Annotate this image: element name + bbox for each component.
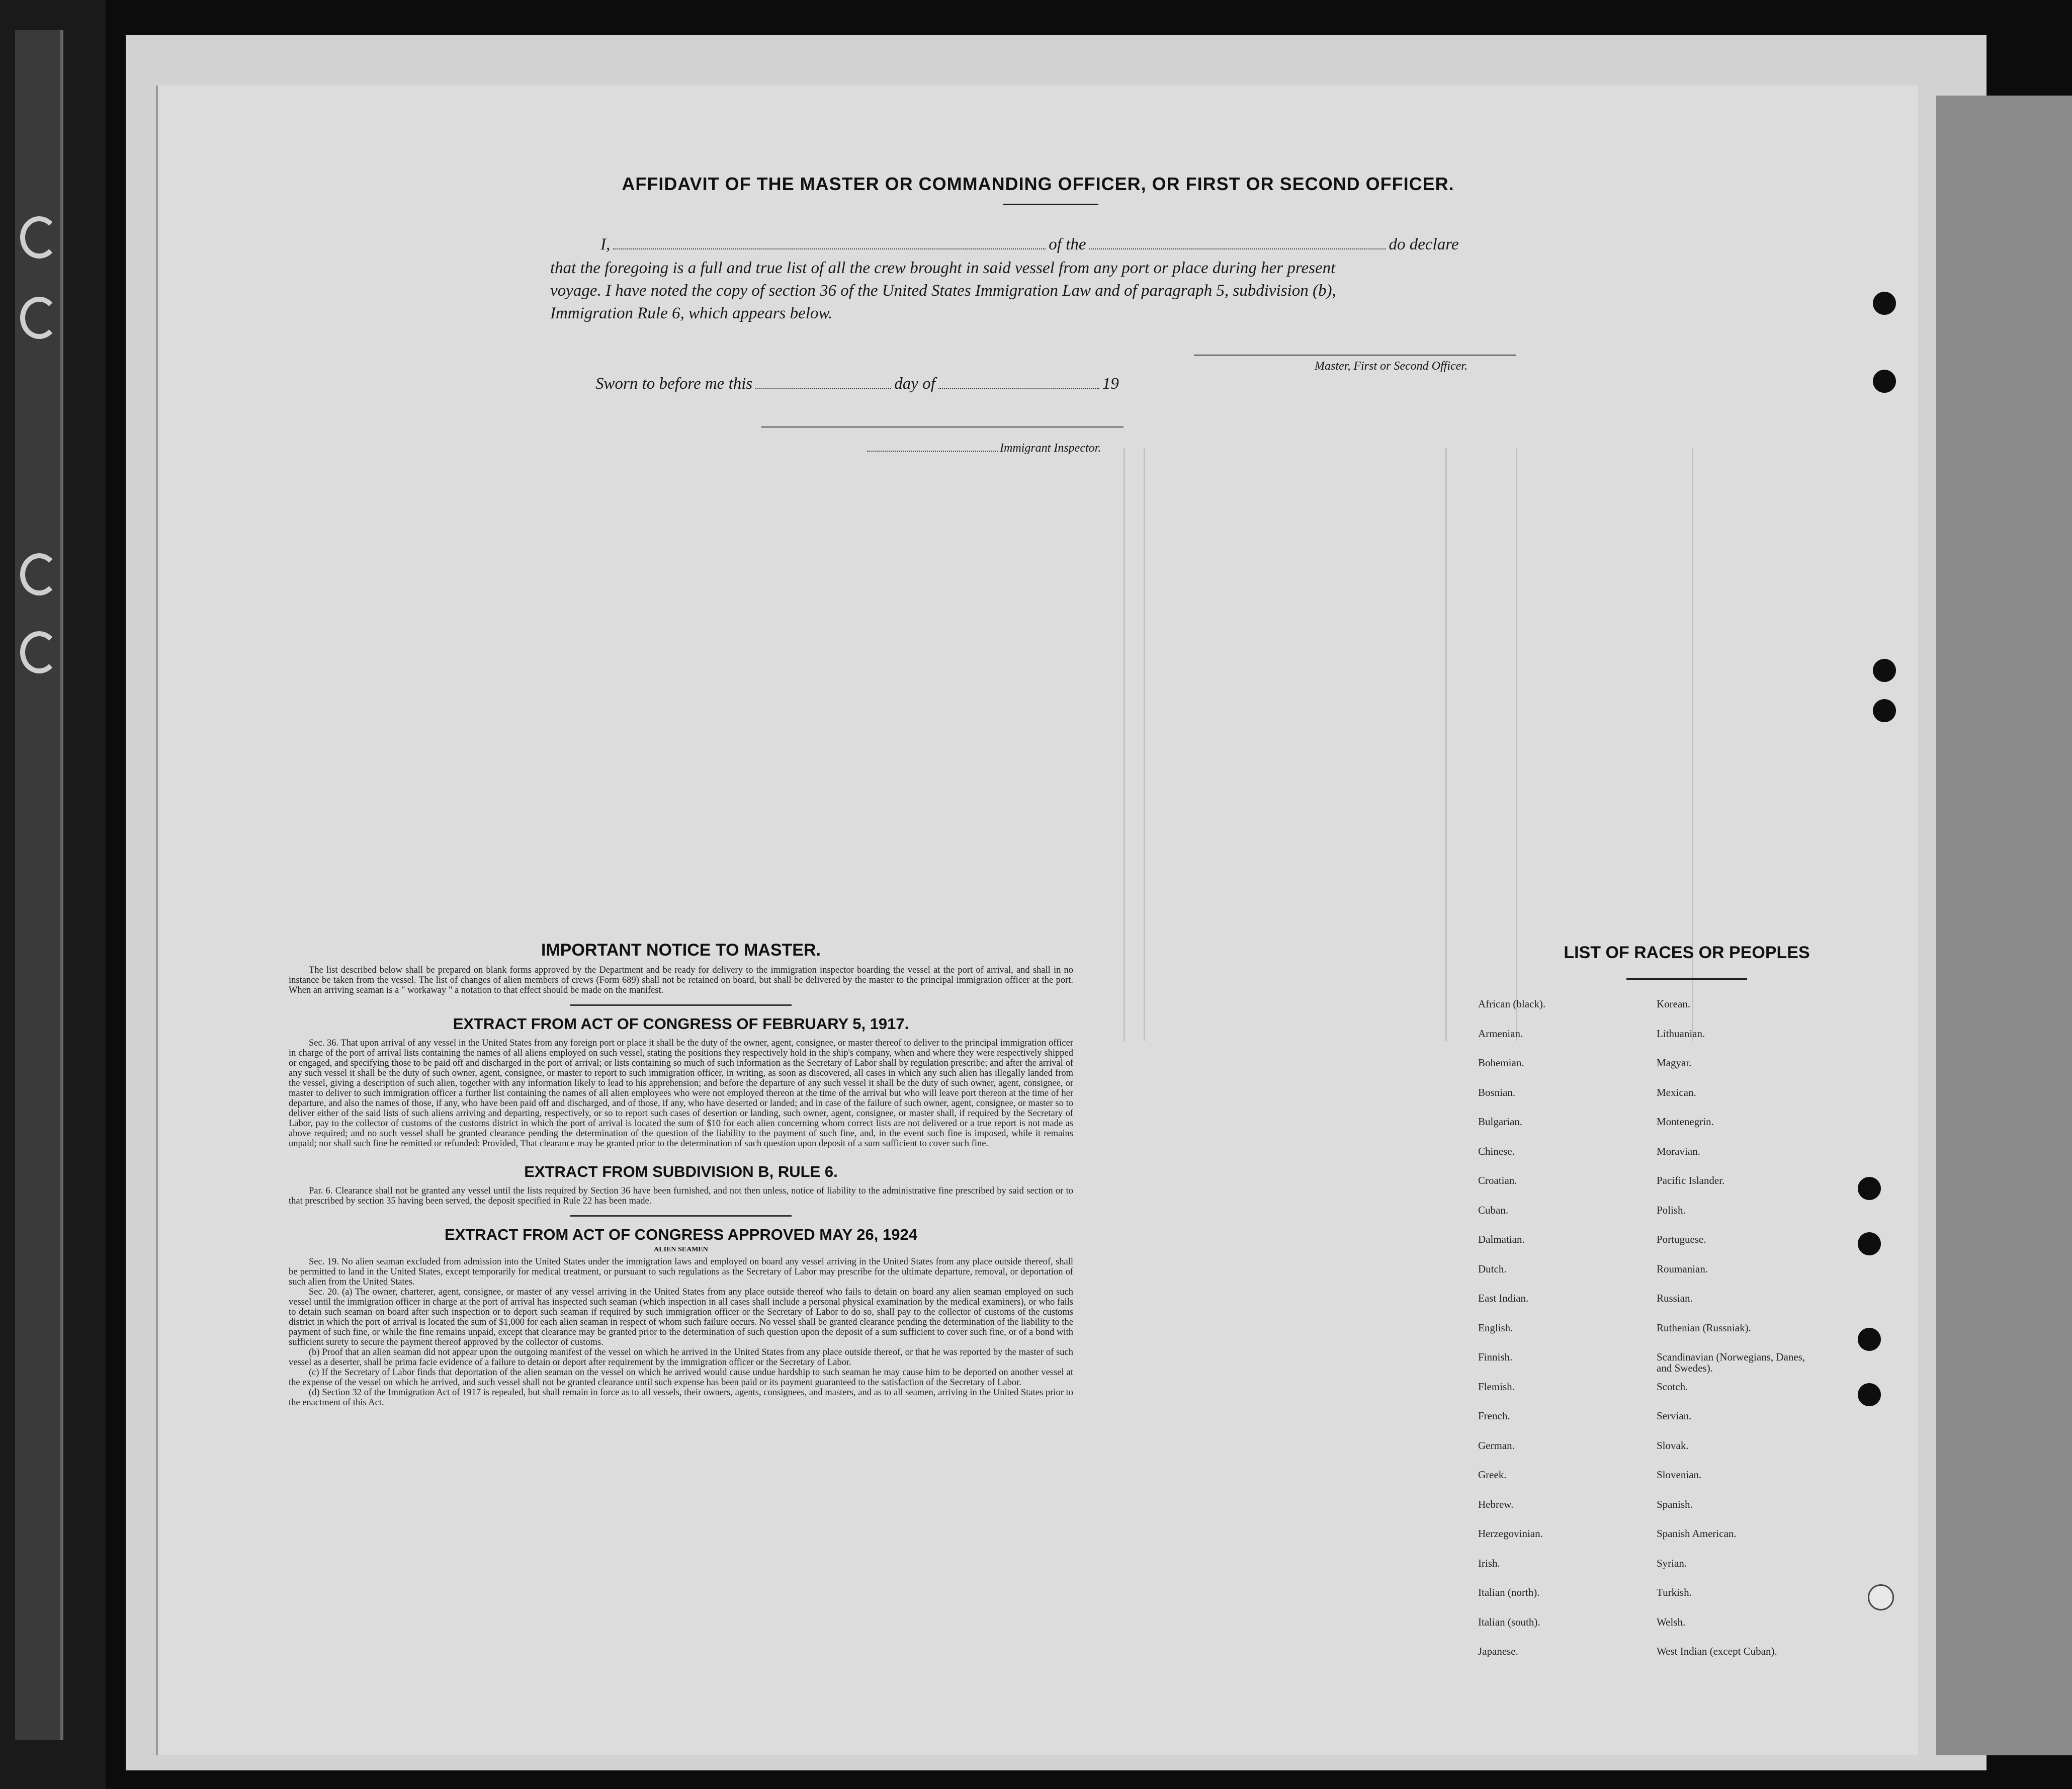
race-item: Slovenian. bbox=[1657, 1469, 1702, 1481]
notice-divider bbox=[570, 1004, 792, 1006]
race-item: Servian. bbox=[1657, 1410, 1692, 1422]
notice-title: IMPORTANT NOTICE TO MASTER. bbox=[541, 941, 821, 960]
race-item: Korean. bbox=[1657, 998, 1691, 1010]
declaration-do-declare: do declare bbox=[1389, 235, 1459, 253]
document-page bbox=[156, 86, 1918, 1755]
race-item: Bohemian. bbox=[1478, 1057, 1524, 1069]
race-item: Portuguese. bbox=[1657, 1233, 1706, 1245]
master-signature-line[interactable] bbox=[1194, 355, 1516, 356]
affidavit-line-3: voyage. I have noted the copy of section 36 of the United States Immigration Law and of paragraph 5, subdivision (b), bbox=[550, 282, 1336, 300]
sworn-day-of: day of bbox=[894, 375, 935, 393]
sworn-month-blank[interactable] bbox=[938, 387, 1099, 389]
binder-edge bbox=[0, 0, 106, 1789]
sworn-prefix: Sworn to before me this bbox=[595, 375, 753, 393]
inspector-label bbox=[867, 442, 1101, 455]
master-signature-label: Master, First or Second Officer. bbox=[1315, 360, 1467, 373]
binder-ring-icon bbox=[20, 297, 58, 339]
sworn-year: 19 bbox=[1102, 375, 1119, 393]
race-item: Polish. bbox=[1657, 1204, 1686, 1216]
race-item: Japanese. bbox=[1478, 1645, 1518, 1657]
extract2-title: EXTRACT FROM SUBDIVISION B, RULE 6. bbox=[524, 1163, 838, 1180]
race-item: Pacific Islander. bbox=[1657, 1174, 1725, 1186]
sworn-line bbox=[595, 375, 1119, 393]
inspector-label-text: Immigrant Inspector. bbox=[1000, 442, 1101, 455]
race-item: Irish. bbox=[1478, 1557, 1500, 1569]
race-item: Cuban. bbox=[1478, 1204, 1509, 1216]
races-left-column bbox=[1478, 998, 1679, 1675]
race-item: Scandinavian (Norwegians, Danes, and Swedes). bbox=[1657, 1351, 1805, 1374]
race-item: Armenian. bbox=[1478, 1027, 1523, 1040]
extract3-sec20c: (c) If the Secretary of Labor finds that deportation of the alien seaman on the vessel on which he arrived would cause undue hardship to such seaman he may cause him to be deported on another vessel at the expense of the vessel on which he arrived, and such vessel shall not be granted clearance until such expense has been paid or its payment guaranteed to the satisfaction of the Secretary of Labor. bbox=[289, 1368, 1073, 1388]
extract2-text: Par. 6. Clearance shall not be granted any vessel until the lists required by Section 36 have been furnished, and not then unless, notice of liability to the administrative fine prescribed by said section or to that prescribed by section 35 having been served, the deposit specified in Rule 22 has been made. bbox=[289, 1186, 1073, 1206]
declaration-of-the: of the bbox=[1049, 235, 1086, 253]
vessel-blank[interactable] bbox=[1089, 248, 1386, 249]
extract1-title: EXTRACT FROM ACT OF CONGRESS OF FEBRUARY 5, 1917. bbox=[453, 1015, 909, 1033]
extract3-title: EXTRACT FROM ACT OF CONGRESS APPROVED MAY 26, 1924 bbox=[445, 1226, 917, 1243]
race-item: Montenegrin. bbox=[1657, 1116, 1714, 1128]
extract1-text: Sec. 36. That upon arrival of any vessel in the United States from any foreign port or place it shall be the duty of the owner, agent, consignee, or master thereof to deliver to the principal immigration officer in charge of the port of arrival lists containing the names of all aliens employed on such vessel, stating the positions they respectively hold in the ship's company, when and where they were respectively shipped or engaged, and specifying those to be paid off and discharged in the port of arrival; or lists containing so much of such information as the Secretary of Labor shall by regulation prescribe; and after the arrival of any such vessel it shall be the duty of such owner, agent, consignee, or master to report to such immigration officer, in writing, as soon as discovered, all cases in which any such alien has illegally landed from the vessel, giving a description of such alien, together with any information likely to lead to his apprehension; and before the departure of any such vessel it shall be the duty of such owner, agent, consignee, or master to deliver to such immigration officer a further list containing the names of all alien employees who were not employed thereon at the time of the arrival but who will leave port thereon at the time of her departure, and also the names of those, if any, who have been paid off and discharged, and of those, if any, who have deserted or landed; and in case of the failure of such owner, agent, consignee, or master so to deliver either of the said lists of such aliens arriving and departing, respectively, or so to report such cases of desertion or landing, such owner, agent, consignee, or master shall, if required by the Secretary of Labor, pay to the collector of customs of the customs district in which the port of arrival is located the sum of $10 for each alien concerning whom correct lists are not delivered or a true report is not made as above required; and no such vessel shall be granted clearance pending the determination of the question of the liability to the payment of such fine, and, in the event such fine is imposed, while it remains unpaid; nor shall such fine be remitted or refunded: Provided, That clearance may be granted prior to the determination of such question upon deposit of a sum sufficient to cover such fine. bbox=[289, 1038, 1073, 1149]
race-item: Lithuanian. bbox=[1657, 1027, 1705, 1040]
race-item: Hebrew. bbox=[1478, 1498, 1514, 1510]
punch-hole-icon bbox=[1858, 1232, 1881, 1255]
underlying-page-edge bbox=[1936, 96, 2072, 1755]
punch-hole-icon bbox=[1873, 370, 1896, 393]
punch-hole-icon bbox=[1858, 1328, 1881, 1351]
races-right-column bbox=[1657, 998, 1858, 1675]
race-item: Russian. bbox=[1657, 1292, 1693, 1304]
inspector-upper-line[interactable] bbox=[761, 427, 1124, 428]
race-item: Italian (north). bbox=[1478, 1586, 1540, 1598]
race-item: Roumanian. bbox=[1657, 1262, 1708, 1275]
race-item: Moravian. bbox=[1657, 1145, 1700, 1157]
punch-hole-icon bbox=[1873, 659, 1896, 682]
extract2-divider bbox=[570, 1215, 792, 1217]
name-blank[interactable] bbox=[613, 248, 1046, 249]
notice-section bbox=[289, 941, 1073, 1408]
races-title: LIST OF RACES OR PEOPLES bbox=[1564, 943, 1810, 962]
extract3-sec20b: (b) Proof that an alien seaman did not appear upon the outgoing manifest of the vessel on which he arrived in the United States from any place outside thereof, or that he was reported by the master of such vessel as a deserter, shall be prima facie evidence of a failure to detain or deport after requirement by the immigration officer or the Secretary of Labor. bbox=[289, 1347, 1073, 1368]
race-item: Flemish. bbox=[1478, 1380, 1515, 1393]
race-item: East Indian. bbox=[1478, 1292, 1529, 1304]
affidavit-line-2: that the foregoing is a full and true list of all the crew brought in said vessel from any port or place during her present bbox=[550, 259, 1336, 277]
affidavit-declaration-line bbox=[600, 235, 1458, 254]
binder-ring-icon bbox=[20, 553, 58, 595]
race-item: West Indian (except Cuban). bbox=[1657, 1645, 1777, 1657]
race-item: Mexican. bbox=[1657, 1086, 1696, 1098]
race-item: Ruthenian (Russniak). bbox=[1657, 1321, 1751, 1334]
race-item: German. bbox=[1478, 1439, 1515, 1452]
race-item: Spanish. bbox=[1657, 1498, 1693, 1510]
punch-hole-icon bbox=[1873, 699, 1896, 722]
race-item: Dutch. bbox=[1478, 1262, 1507, 1275]
punch-hole-icon bbox=[1858, 1383, 1881, 1406]
race-item: Syrian. bbox=[1657, 1557, 1687, 1569]
race-item: Welsh. bbox=[1657, 1615, 1686, 1628]
race-item: Finnish. bbox=[1478, 1351, 1513, 1363]
races-divider bbox=[1626, 978, 1747, 980]
race-item: Spanish American. bbox=[1657, 1527, 1737, 1540]
extract3-sec19: Sec. 19. No alien seaman excluded from admission into the United States under the immigration laws and employed on board any vessel arriving in the United States from any place outside thereof, shall be permitted to land in the United States, except temporarily for medical treatment, or pursuant to such regulations as the Secretary of Labor may prescribe for the ultimate departure, removal, or deportation of such alien from the United States. bbox=[289, 1257, 1073, 1287]
race-item: Turkish. bbox=[1657, 1586, 1692, 1598]
punch-hole-icon bbox=[1873, 292, 1896, 315]
title-divider bbox=[1003, 204, 1098, 205]
punch-hole-icon bbox=[1868, 1584, 1894, 1610]
extract3-subtitle: ALIEN SEAMEN bbox=[654, 1246, 708, 1253]
race-item: English. bbox=[1478, 1321, 1513, 1334]
notice-text: The list described below shall be prepared on blank forms approved by the Department and be ready for delivery to the immigration inspector boarding the vessel at the port of arrival, and shall in no instance be taken from the vessel. The list of changes of alien members of crews (Form 689) shall not be retained on board, but shall be delivered by the master to the principal immigration officer at the port. When an arriving seaman is a " workaway " a notation to that effect should be made on the manifest. bbox=[289, 965, 1073, 995]
inspector-signature-blank[interactable] bbox=[867, 450, 998, 452]
affidavit-line-4: Immigration Rule 6, which appears below. bbox=[550, 304, 833, 322]
declaration-i: I, bbox=[600, 235, 611, 253]
race-item: Chinese. bbox=[1478, 1145, 1515, 1157]
binder-ring-icon bbox=[20, 631, 58, 673]
binder-ring-icon bbox=[20, 216, 58, 259]
race-item: Herzegovinian. bbox=[1478, 1527, 1543, 1540]
race-item: Greek. bbox=[1478, 1469, 1507, 1481]
binder-spine bbox=[15, 30, 63, 1740]
race-item: Scotch. bbox=[1657, 1380, 1688, 1393]
race-item: Dalmatian. bbox=[1478, 1233, 1525, 1245]
race-item: Magyar. bbox=[1657, 1057, 1692, 1069]
race-item: French. bbox=[1478, 1410, 1510, 1422]
race-item: African (black). bbox=[1478, 998, 1546, 1010]
race-item: Italian (south). bbox=[1478, 1615, 1540, 1628]
extract3-sec20a: Sec. 20. (a) The owner, charterer, agent, consignee, or master of any vessel arriving in the United States from any place outside thereof who fails to detain on board any alien seaman employed on such vessel until the immigration officer in charge at the port of arrival has inspected such seaman (which inspection in all cases shall include a personal physical examination by the medical examiners), or who fails to detain such seaman on board after such inspection or to deport such seaman if required by such immigration officer or the Secretary of Labor to do so, shall pay to the collector of customs of the customs district in which the port of arrival is located the sum of $1,000 for each alien seaman in respect of whom such failure occurs. No vessel shall be granted clearance pending the determination of the liability to the payment of such fine, or while the fine remains unpaid, except that clearance may be granted prior to the determination of such question upon the deposit of a sum sufficient to cover such fine, or of a bond with sufficient surety to secure the payment thereof approved by the collector of customs. bbox=[289, 1287, 1073, 1347]
sworn-day-blank[interactable] bbox=[755, 387, 891, 389]
race-item: Slovak. bbox=[1657, 1439, 1689, 1452]
affidavit-title: AFFIDAVIT OF THE MASTER OR COMMANDING OFFICER, OR FIRST OR SECOND OFFICER. bbox=[622, 174, 1454, 194]
race-item: Bosnian. bbox=[1478, 1086, 1516, 1098]
punch-hole-icon bbox=[1858, 1177, 1881, 1200]
race-item: Croatian. bbox=[1478, 1174, 1517, 1186]
extract3-sec20d: (d) Section 32 of the Immigration Act of 1917 is repealed, but shall remain in force as to all vessels, their owners, agents, consignees, and masters, and as to all seamen, arriving in the United States prior to the enactment of this Act. bbox=[289, 1388, 1073, 1408]
race-item: Bulgarian. bbox=[1478, 1116, 1523, 1128]
